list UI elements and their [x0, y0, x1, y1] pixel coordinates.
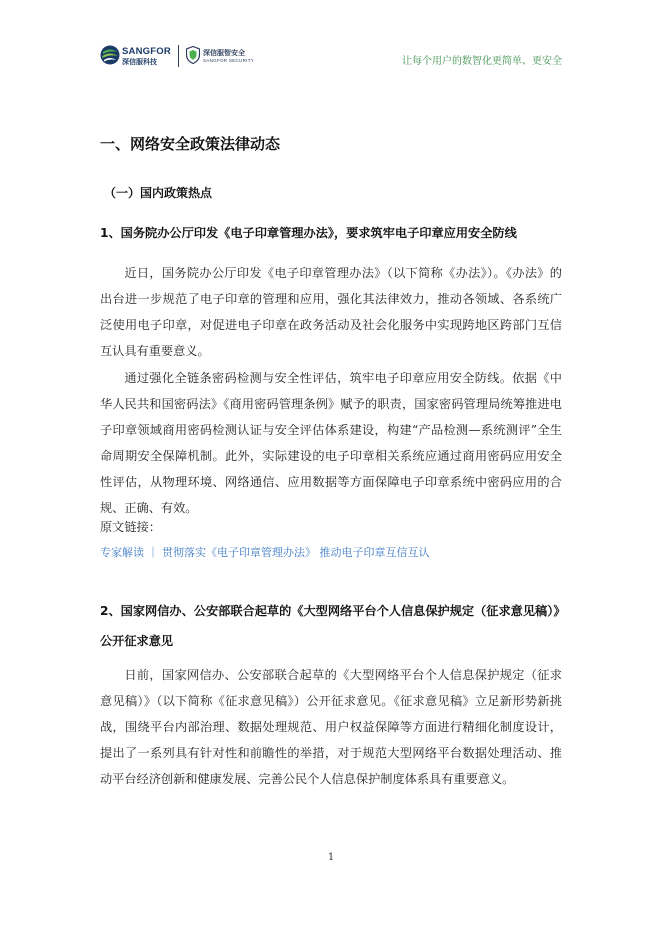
sangfor-logo-icon — [100, 45, 120, 65]
subsection-title: （一）国内政策热点 — [104, 186, 213, 200]
section-title: 一、网络安全政策法律动态 — [100, 135, 281, 153]
shield-icon — [186, 46, 200, 64]
item-1-paragraph-1: 近日，国务院办公厅印发《电子印章管理办法》（以下简称《办法》）。《办法》的出台进一步规范了电子印章的管理和应用，强化其法律效力，推动各领域、各系统广泛使用电子印章，对促进电子印章在政务活动及社会化服务中实现跨地区跨部门互信互认具有重要意义。 — [100, 266, 562, 358]
item-1-paragraph-2: 通过强化全链条密码检测与安全性评估，筑牢电子印章应用安全防线。依据《中华人民共和国密码法》《商用密码管理条例》赋予的职责，国家密码管理局统筹推进电子印章领域商用密码检测认证与安全评估体系建设，构建“产品检测—系统测评”全生命周期安全保障机制。此外，实际建设的电子印章相关系统应通过商用密码应用安全性评估，从物理环境、网络通信、应用数据等方面保障电子印章系统中密码应用的合规、正确、有效。 — [100, 371, 562, 515]
item-2-title: 2、国家网信办、公安部联合起草的《大型网络平台个人信息保护规定（征求意见稿）》公开征求意见 — [100, 604, 560, 648]
logo-divider — [178, 45, 179, 67]
security-brand-cn: 深信服智安全 — [203, 49, 245, 57]
brand-name-en: SANGFOR — [122, 46, 171, 57]
source-link[interactable]: 专家解读 ｜ 贯彻落实《电子印章管理办法》 推动电子印章互信互认 — [100, 546, 430, 559]
security-brand-en: SANGFOR SECURITY — [203, 58, 255, 63]
page-number: 1 — [327, 852, 335, 863]
source-link-label: 原文链接： — [100, 520, 161, 534]
brand-name-cn: 深信服科技 — [122, 58, 157, 66]
sangfor-security-logo — [186, 46, 256, 70]
page-header — [0, 0, 662, 110]
item-1-title: 1、国务院办公厅印发《电子印章管理办法》，要求筑牢电子印章应用安全防线 — [100, 226, 517, 240]
item-2-paragraph-1: 日前，国家网信办、公安部联合起草的《大型网络平台个人信息保护规定（征求意见稿）》（以下简称《征求意见稿》）公开征求意见。《征求意见稿》立足新形势新挑战，围绕平台内部治理、数据处理规范、用户权益保障等方面进行精细化制度设计，提出了一系列具有针对性和前瞻性的举措，对于规范大型网络平台数据处理活动、推动平台经济创新和健康发展、完善公民个人信息保护制度体系具有重要意义。 — [100, 668, 562, 786]
header-slogan: 让每个用户的数智化更简单、更安全 — [402, 56, 562, 67]
sangfor-logo — [100, 44, 172, 74]
